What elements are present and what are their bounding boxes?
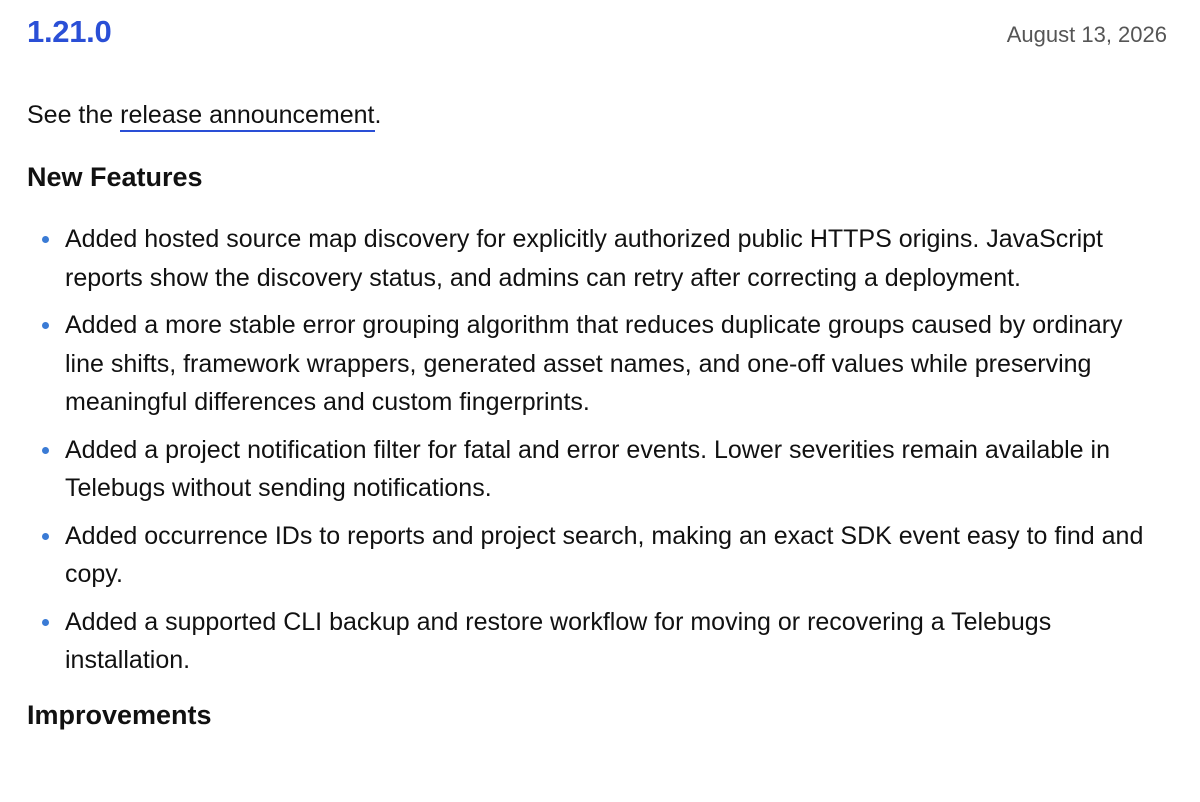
- intro-suffix: .: [374, 101, 382, 129]
- release-header: [27, 0, 1167, 62]
- version-link[interactable]: 1.21.0: [27, 14, 112, 49]
- list-item: Added hosted source map discovery for explicitly authorized public HTTPS origins. JavaScript reports show the discovery status, and admins can retry after correcting a deployment.: [65, 220, 1167, 297]
- release-date: August 13, 2026: [1006, 22, 1167, 47]
- list-item: Added a more stable error grouping algorithm that reduces duplicate groups caused by ordinary line shifts, framework wrappers, generated asset names, and one-off values while preserving meaningful differences and custom fingerprints.: [65, 306, 1167, 422]
- list-item: Added occurrence IDs to reports and project search, making an exact SDK event easy to find and copy.: [65, 517, 1167, 594]
- release-intro: [27, 98, 1167, 132]
- list-item: Added a project notification filter for fatal and error events. Lower severities remain available in Telebugs without sending notifications.: [65, 431, 1167, 508]
- intro-prefix: See the: [27, 101, 121, 129]
- new-features-heading: New Features: [27, 162, 203, 192]
- new-features-list: [27, 220, 1167, 680]
- list-item: Added a supported CLI backup and restore workflow for moving or recovering a Telebugs installation.: [65, 603, 1167, 680]
- release-announcement-link[interactable]: release announcement: [120, 101, 374, 132]
- improvements-heading: Improvements: [27, 699, 212, 730]
